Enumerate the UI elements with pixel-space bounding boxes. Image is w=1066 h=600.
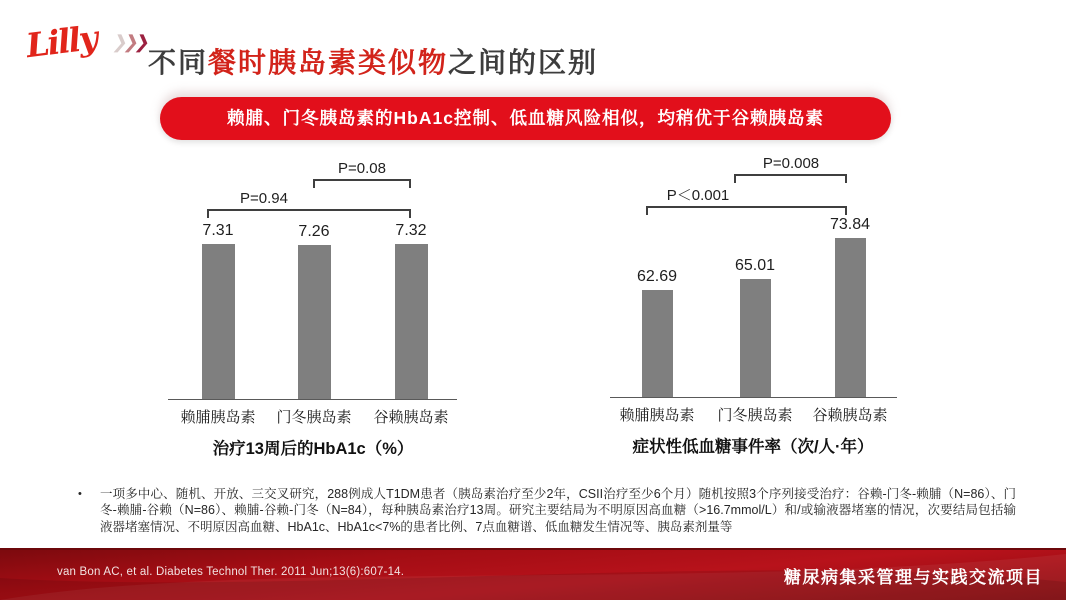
significance-label: P=0.008 [762, 155, 820, 172]
chart-title-hba1c: 治疗13周后的HbA1c（%） [212, 440, 414, 458]
triple-chevron-icon [111, 33, 148, 51]
category-label: 门冬胰岛素 [717, 407, 793, 424]
key-message-banner: 赖脯、门冬胰岛素的HbA1c控制、低血糖风险相似，均稍优于谷赖胰岛素 [160, 97, 891, 140]
significance-label: P=0.08 [338, 160, 386, 177]
bar [202, 244, 235, 399]
title-part-accent: 餐时胰岛素类似物 [208, 46, 449, 78]
bar-value-label: 62.69 [636, 268, 678, 285]
significance-label: P＜0.001 [666, 187, 730, 204]
lilly-logo [24, 14, 116, 66]
x-axis-line [610, 397, 897, 398]
category-label: 谷赖胰岛素 [812, 407, 888, 424]
bar [642, 290, 673, 397]
significance-label: P=0.94 [240, 190, 288, 207]
bar-value-label: 65.01 [734, 257, 776, 274]
bar [740, 279, 771, 397]
study-footnote [78, 486, 1016, 535]
significance-bracket [207, 209, 411, 218]
program-name: 糖尿病集采管理与实践交流项目 [784, 568, 1043, 587]
page-title [148, 41, 598, 81]
category-label: 赖脯胰岛素 [619, 407, 695, 424]
bar-value-label: 73.84 [829, 216, 871, 233]
chart-title-hypoglycemia: 症状性低血糖事件率（次/人·年） [632, 438, 874, 456]
title-part-plain: 不同 [148, 46, 209, 78]
bullet-marker: • [78, 488, 82, 500]
bar-value-label: 7.31 [202, 222, 234, 239]
category-label: 赖脯胰岛素 [180, 409, 256, 426]
significance-bracket [734, 174, 847, 183]
lilly-logo-text: Lilly [24, 17, 99, 66]
bar [835, 238, 866, 397]
bar-value-label: 7.26 [298, 223, 330, 240]
significance-bracket [313, 179, 411, 188]
title-part-plain: 之间的区别 [448, 46, 599, 78]
bar [395, 244, 428, 399]
category-label: 门冬胰岛素 [276, 409, 352, 426]
chevron-icon: ❯ [121, 32, 138, 52]
significance-bracket [646, 206, 847, 215]
chevron-icon: ❯ [110, 32, 127, 52]
category-label: 谷赖胰岛素 [373, 409, 449, 426]
bar-value-label: 7.32 [395, 222, 427, 239]
bar [298, 245, 331, 399]
footnote-text: 一项多中心、随机、开放、三交叉研究，288例成人T1DM患者（胰岛素治疗至少2年，CSII治疗至少6个月）随机按照3个序列接受治疗：谷赖-门冬-赖脯（N=86）、门冬-赖脯-谷赖（N=86）、赖脯-谷赖-门冬（N=84），每种胰岛素治疗13周。研究主要结局为不明原因高血糖（>16.7mmol/L）和/或输液器堵塞的情况，次要结局包括输液器堵塞情况、不明原因高血糖、HbA1c、HbA1c<7%的患者比例、7点血糖谱、低血糖发生情况等、胰岛素剂量等 [100, 487, 1016, 534]
reference-citation: van Bon AC, et al. Diabetes Technol Ther. 2011 Jun;13(6):607-14. [57, 566, 405, 578]
chevron-icon: ❯ [133, 32, 149, 52]
x-axis-line [168, 399, 457, 400]
footer-ribbon [0, 548, 1066, 600]
